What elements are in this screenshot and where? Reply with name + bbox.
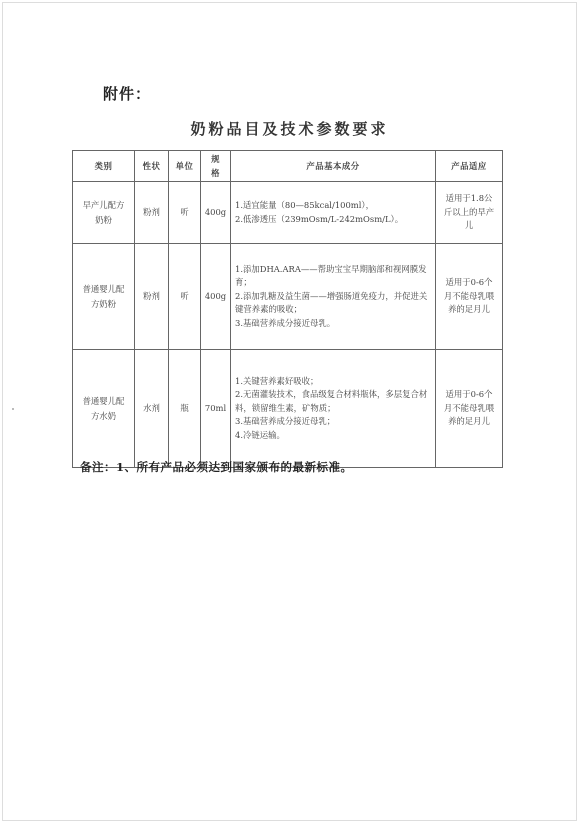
detail-line: 2.无菌灌装技术，食品级复合材料瓶体，多层复合材料，锁留维生素，矿物质； [235,389,428,413]
cell-form: 粉剂 [135,182,169,244]
cell-suitable: 适用于1.8公斤以上的早产儿 [436,182,503,244]
cell-category: 普通婴儿配方水奶 [73,350,135,468]
cell-details [231,350,436,468]
cell-suitable: 适用于0-6个月不能母乳喂养的足月儿 [436,244,503,350]
cell-category: 普通婴儿配方奶粉 [73,244,135,350]
cell-details [231,182,436,244]
cell-suitable: 适用于0-6个月不能母乳喂养的足月儿 [436,350,503,468]
cell-form: 水剂 [135,350,169,468]
scan-speck [12,408,14,410]
table-row [73,350,503,468]
detail-line: 1.关键营养素好吸收； [235,375,319,386]
header-suitable: 产品适应 [436,151,503,182]
header-form: 性状 [135,151,169,182]
cell-unit: 听 [169,182,201,244]
detail-line: 4.冷链运输。 [235,429,285,440]
detail-line: 2.添加乳糖及益生菌——增强肠道免疫力，并促进关键营养素的吸收； [235,290,428,315]
header-spec: 规格 [201,151,231,182]
table-row [73,182,503,244]
cell-spec: 70ml [201,350,231,468]
table-header-row [73,151,503,182]
cell-details [231,244,436,350]
detail-line: 1.适宜能量（80—85kcal/100ml）， [235,200,374,210]
detail-line: 3.基础营养成分接近母乳； [235,416,336,427]
attachment-label: 附件： [103,85,152,103]
spec-table [72,150,503,468]
header-unit: 单位 [169,151,201,182]
cell-unit: 听 [169,244,201,350]
header-details: 产品基本成分 [231,151,436,182]
document-title: 奶粉品目及技术参数要求 [190,120,389,138]
cell-form: 粉剂 [135,244,169,350]
cell-spec: 400g [201,182,231,244]
detail-line: 3.基础营养成分接近母乳。 [235,317,336,328]
footnote: 备注：1、所有产品必须达到国家颁布的最新标准。 [80,460,353,474]
cell-category: 早产儿配方奶粉 [73,182,135,244]
header-category: 类别 [73,151,135,182]
detail-line: 2.低渗透压（239mOsm/L-242mOsm/L）。 [235,213,404,224]
table-row [73,244,503,350]
cell-spec: 400g [201,244,231,350]
cell-unit: 瓶 [169,350,201,468]
detail-line: 1.添加DHA.ARA——帮助宝宝早期脑部和视网膜发育； [235,263,427,288]
